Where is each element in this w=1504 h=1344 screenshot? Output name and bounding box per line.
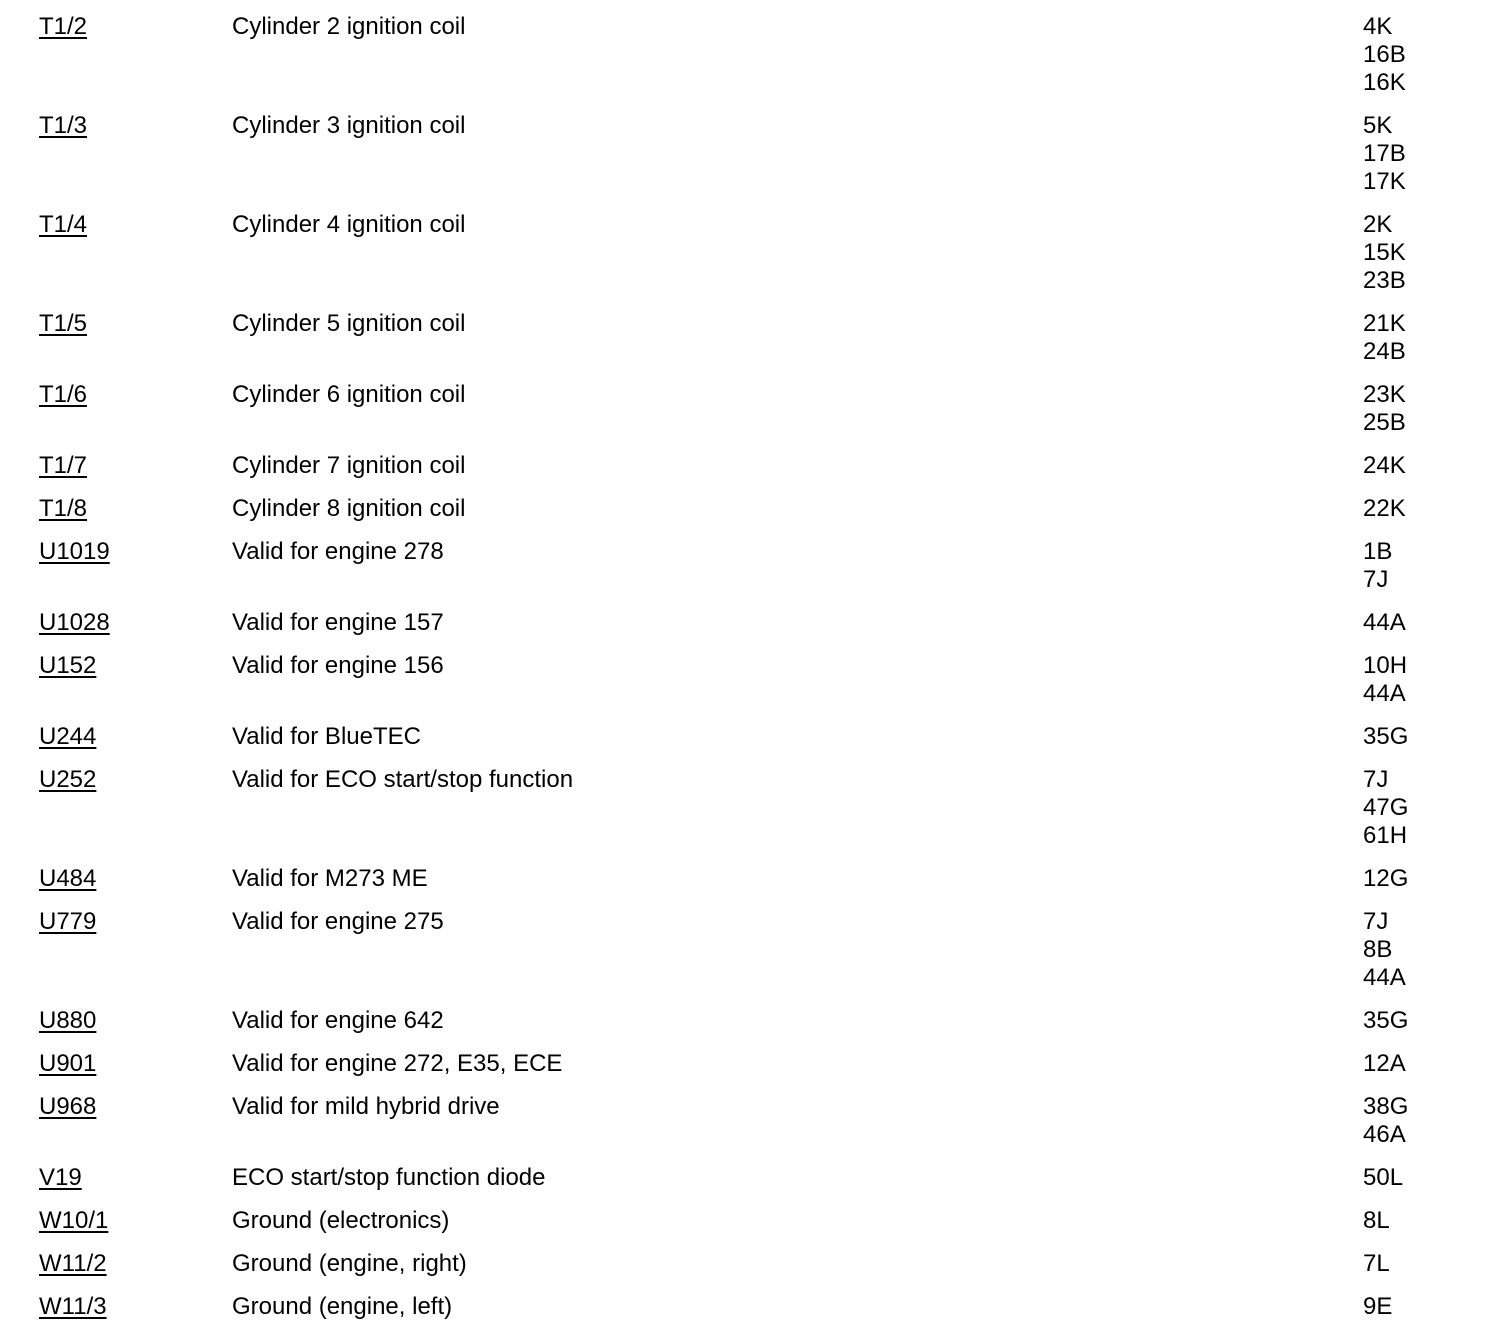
legend-row <box>0 452 1504 480</box>
component-description: Valid for ECO start/stop function <box>232 766 574 793</box>
component-description: Valid for engine 642 <box>232 1007 444 1034</box>
component-description: Valid for engine 275 <box>232 908 444 935</box>
grid-reference-list <box>1363 538 1504 594</box>
legend-row <box>0 1293 1504 1321</box>
legend-row <box>0 13 1504 97</box>
component-code-link[interactable]: T1/6 <box>39 381 88 408</box>
legend-row <box>0 652 1504 708</box>
grid-reference-list <box>1363 1164 1504 1192</box>
grid-reference-list <box>1363 310 1504 366</box>
component-description: Cylinder 2 ignition coil <box>232 13 466 40</box>
grid-reference-list <box>1363 1050 1504 1078</box>
component-code-link[interactable]: V19 <box>39 1164 82 1191</box>
grid-reference: 25B <box>1363 409 1406 436</box>
grid-reference-list <box>1363 609 1504 637</box>
component-description: ECO start/stop function diode <box>232 1164 546 1191</box>
grid-reference: 35G <box>1363 1007 1409 1034</box>
grid-reference: 8B <box>1363 936 1393 963</box>
legend-row <box>0 112 1504 196</box>
component-code-link[interactable]: U901 <box>39 1050 97 1077</box>
grid-reference-list <box>1363 908 1504 992</box>
component-code-link[interactable]: U484 <box>39 865 97 892</box>
legend-row <box>0 495 1504 523</box>
legend-row <box>0 766 1504 850</box>
component-description: Cylinder 8 ignition coil <box>232 495 466 522</box>
grid-reference: 46A <box>1363 1121 1406 1148</box>
legend-row <box>0 1093 1504 1149</box>
component-description: Cylinder 6 ignition coil <box>232 381 466 408</box>
grid-reference: 7J <box>1363 908 1389 935</box>
component-description: Cylinder 5 ignition coil <box>232 310 466 337</box>
component-code-link[interactable]: U1028 <box>39 609 110 636</box>
component-code-link[interactable]: W10/1 <box>39 1207 109 1234</box>
grid-reference: 4K <box>1363 13 1393 40</box>
component-code-link[interactable]: T1/3 <box>39 112 88 139</box>
grid-reference: 7J <box>1363 766 1389 793</box>
component-code-link[interactable]: U968 <box>39 1093 97 1120</box>
legend-row <box>0 723 1504 751</box>
grid-reference: 61H <box>1363 822 1408 849</box>
component-description: Cylinder 3 ignition coil <box>232 112 466 139</box>
component-code-link[interactable]: U252 <box>39 766 97 793</box>
component-code-link[interactable]: W11/3 <box>39 1293 107 1320</box>
component-code-link[interactable]: T1/5 <box>39 310 88 337</box>
component-description: Valid for engine 272, E35, ECE <box>232 1050 563 1077</box>
grid-reference-list <box>1363 381 1504 437</box>
grid-reference: 24B <box>1363 338 1406 365</box>
grid-reference: 17K <box>1363 168 1406 195</box>
legend-row <box>0 1050 1504 1078</box>
component-description: Cylinder 7 ignition coil <box>232 452 466 479</box>
component-description: Ground (engine, right) <box>232 1250 467 1277</box>
grid-reference: 50L <box>1363 1164 1404 1191</box>
grid-reference: 8L <box>1363 1207 1390 1234</box>
grid-reference-list <box>1363 652 1504 708</box>
grid-reference: 12G <box>1363 865 1409 892</box>
grid-reference: 21K <box>1363 310 1406 337</box>
grid-reference: 7L <box>1363 1250 1390 1277</box>
component-code-link[interactable]: U880 <box>39 1007 97 1034</box>
grid-reference: 38G <box>1363 1093 1409 1120</box>
component-code-link[interactable]: U1019 <box>39 538 110 565</box>
grid-reference: 15K <box>1363 239 1406 266</box>
component-description: Valid for M273 ME <box>232 865 428 892</box>
component-description: Ground (electronics) <box>232 1207 450 1234</box>
grid-reference: 7J <box>1363 566 1389 593</box>
grid-reference-list <box>1363 1093 1504 1149</box>
component-code-link[interactable]: U244 <box>39 723 97 750</box>
grid-reference-list <box>1363 766 1504 850</box>
component-code-link[interactable]: T1/2 <box>39 13 88 40</box>
component-legend <box>0 13 1504 1336</box>
grid-reference: 23K <box>1363 381 1406 408</box>
grid-reference: 16B <box>1363 41 1406 68</box>
grid-reference: 22K <box>1363 495 1406 522</box>
grid-reference: 24K <box>1363 452 1406 479</box>
component-code-link[interactable]: W11/2 <box>39 1250 107 1277</box>
component-description: Valid for engine 157 <box>232 609 444 636</box>
grid-reference: 2K <box>1363 211 1393 238</box>
grid-reference: 23B <box>1363 267 1406 294</box>
grid-reference-list <box>1363 1250 1504 1278</box>
legend-row <box>0 1164 1504 1192</box>
grid-reference-list <box>1363 112 1504 196</box>
grid-reference-list <box>1363 211 1504 295</box>
component-description: Valid for engine 278 <box>232 538 444 565</box>
grid-reference: 44A <box>1363 964 1406 991</box>
legend-row <box>0 908 1504 992</box>
legend-row <box>0 1250 1504 1278</box>
grid-reference-list <box>1363 13 1504 97</box>
legend-row <box>0 1007 1504 1035</box>
grid-reference-list <box>1363 452 1504 480</box>
grid-reference: 5K <box>1363 112 1393 139</box>
grid-reference: 35G <box>1363 723 1409 750</box>
grid-reference-list <box>1363 723 1504 751</box>
grid-reference: 17B <box>1363 140 1406 167</box>
component-description: Valid for engine 156 <box>232 652 444 679</box>
grid-reference: 16K <box>1363 69 1406 96</box>
grid-reference-list <box>1363 1007 1504 1035</box>
component-code-link[interactable]: U779 <box>39 908 97 935</box>
grid-reference: 1B <box>1363 538 1393 565</box>
legend-row <box>0 609 1504 637</box>
grid-reference: 44A <box>1363 609 1406 636</box>
component-code-link[interactable]: T1/4 <box>39 211 88 238</box>
component-description: Valid for mild hybrid drive <box>232 1093 500 1120</box>
legend-row <box>0 310 1504 366</box>
component-code-link[interactable]: U152 <box>39 652 97 679</box>
grid-reference-list <box>1363 1207 1504 1235</box>
grid-reference: 9E <box>1363 1293 1393 1320</box>
component-description: Cylinder 4 ignition coil <box>232 211 466 238</box>
grid-reference: 10H <box>1363 652 1408 679</box>
legend-row <box>0 1207 1504 1235</box>
component-code-link[interactable]: T1/8 <box>39 495 88 522</box>
grid-reference: 44A <box>1363 680 1406 707</box>
legend-row <box>0 865 1504 893</box>
component-description: Valid for BlueTEC <box>232 723 421 750</box>
grid-reference-list <box>1363 1293 1504 1321</box>
component-code-link[interactable]: T1/7 <box>39 452 88 479</box>
legend-row <box>0 538 1504 594</box>
component-description: Ground (engine, left) <box>232 1293 453 1320</box>
legend-row <box>0 211 1504 295</box>
grid-reference-list <box>1363 495 1504 523</box>
legend-row <box>0 381 1504 437</box>
grid-reference-list <box>1363 865 1504 893</box>
grid-reference: 47G <box>1363 794 1409 821</box>
grid-reference: 12A <box>1363 1050 1406 1077</box>
